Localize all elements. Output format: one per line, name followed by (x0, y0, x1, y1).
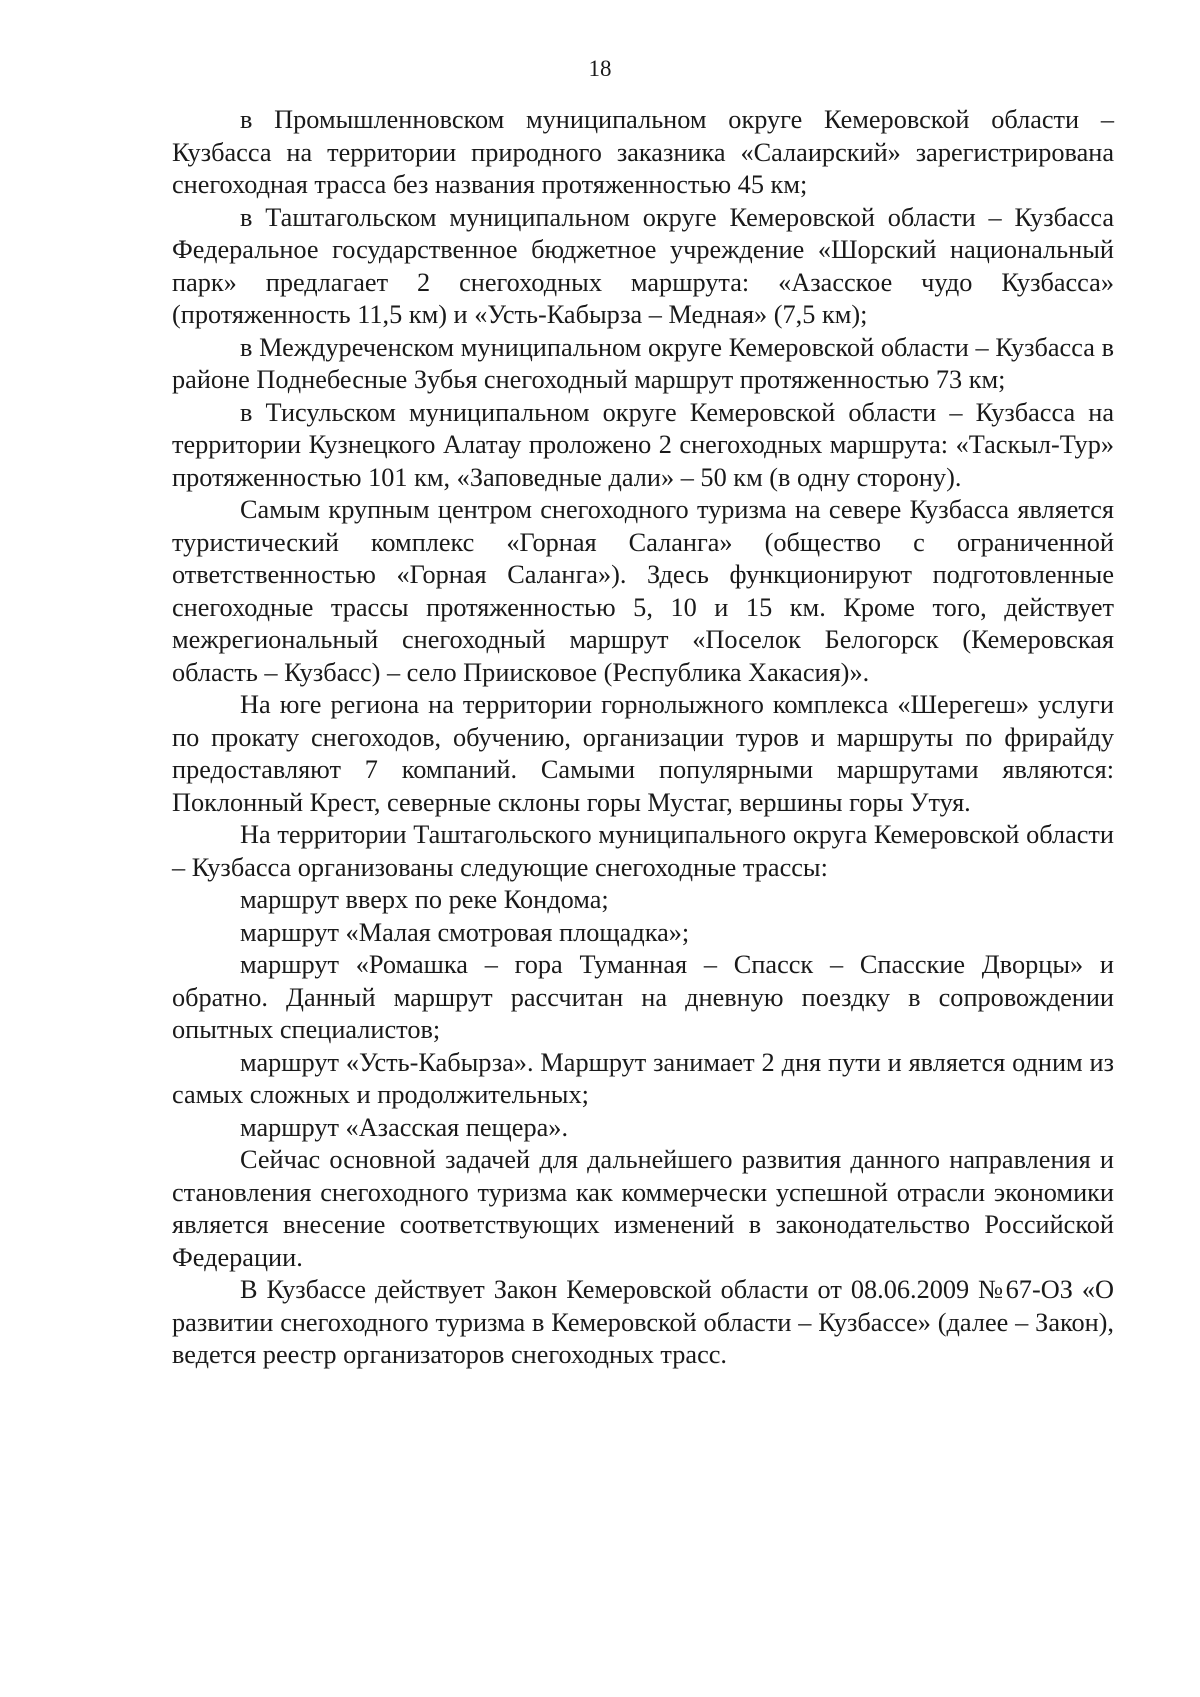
list-item-romashka-route: маршрут «Ромашка – гора Туманная – Спасск – Спасские Дворцы» и обратно. Данный маршрут рассчитан на дневную поездку в сопровождении опытных специалистов; (172, 950, 1114, 1044)
paragraph-mezhdurechensky: в Междуреченском муниципальном округе Кемеровской области – Кузбасса в районе Поднебесные Зубья снегоходный маршрут протяженностью 73 км; (172, 332, 1114, 394)
document-body (172, 104, 1114, 1372)
list-item-azasskaya-peshchera-route: маршрут «Азасская пещера». (240, 1112, 569, 1142)
paragraph-main-task: Сейчас основной задачей для дальнейшего развития данного направления и становления снегоходного туризма как коммерчески успешной отрасли экономики является внесение соответствующих изменений в законодательство Российской Федерации. (172, 1145, 1114, 1272)
list-item-ust-kabyrza-route: маршрут «Усть-Кабырза». Маршрут занимает 2 дня пути и является одним из самых сложных и продолжительных; (172, 1047, 1114, 1109)
paragraph-sheregesh: На юге региона на территории горнолыжного комплекса «Шерегеш» услуги по прокату снегоходов, обучению, организации туров и маршруты по фрирайду предоставляют 7 компаний. Самыми популярными маршрутами являются: Поклонный Крест, северные склоны горы Мустаг, вершины горы Утуя. (172, 690, 1114, 817)
paragraph-tisulsky: в Тисульском муниципальном округе Кемеровской области – Кузбасса на территории Кузнецкого Алатау проложено 2 снегоходных маршрута: «Таскыл-Тур» протяженностью 101 км, «Заповедные дали» – 50 км (в одну сторону). (172, 397, 1114, 492)
page-number: 18 (588, 56, 612, 81)
paragraph-tashtagolsky-park: в Таштагольском муниципальном округе Кемеровской области – Кузбасса Федеральное государственное бюджетное учреждение «Шорский национальный парк» предлагает 2 снегоходных маршрута: «Азасское чудо Кузбасса» (протяженность 11,5 км) и «Усть-Кабырза – Медная» (7,5 км); (172, 202, 1114, 329)
paragraph-promyshlennovsky: в Промышленновском муниципальном округе Кемеровской области – Кузбасса на территории природного заказника «Салаирский» зарегистрирована снегоходная трасса без названия протяженностью 45 км; (172, 105, 1114, 199)
list-item-kondoma-route: маршрут вверх по реке Кондома; (240, 885, 609, 914)
paragraph-tashtagolsky-trails-intro: На территории Таштагольского муниципального округа Кемеровской области – Кузбасса организованы следующие снегоходные трассы: (172, 820, 1114, 882)
paragraph-law: В Кузбассе действует Закон Кемеровской области от 08.06.2009 №67-ОЗ «О развитии снегоходного туризма в Кемеровской области – Кузбассе» (далее – Закон), ведется реестр организаторов снегоходных трасс. (172, 1275, 1114, 1369)
list-item-malaya-ploshchadka-route: маршрут «Малая смотровая площадка»; (240, 917, 690, 947)
paragraph-gornaya-salanga: Самым крупным центром снегоходного туризма на севере Кузбасса является туристический комплекс «Горная Саланга» (общество с ограниченной ответственностью «Горная Саланга»). Здесь функционируют подготовленные снегоходные трассы протяженностью 5, 10 и 15 км. Кроме того, действует межрегиональный снегоходный маршрут «Поселок Белогорск (Кемеровская область – Кузбасс) – село Приисковое (Республика Хакасия)». (172, 495, 1114, 687)
